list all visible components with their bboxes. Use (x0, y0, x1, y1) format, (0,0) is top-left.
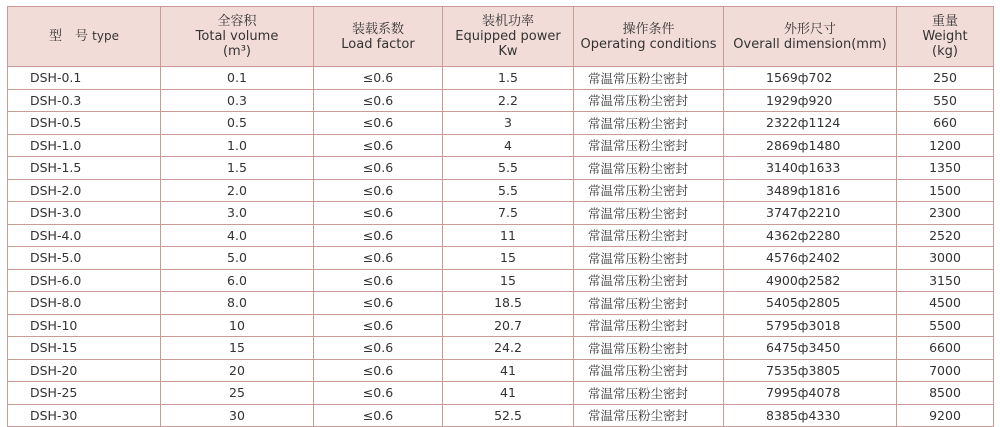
cell-volume: 3.0 (161, 202, 314, 225)
cell-load: ≤0.6 (314, 157, 443, 180)
cell-load: ≤0.6 (314, 337, 443, 360)
cell-weight: 1350 (897, 157, 994, 180)
cell-dimension: 1929ф920 (724, 89, 897, 112)
table-row (8, 292, 994, 315)
cell-power: 5.5 (443, 157, 574, 180)
cell-condition: 常温常压粉尘密封 (574, 382, 724, 405)
header-weight-unit: (kg) (932, 44, 958, 59)
cell-load: ≤0.6 (314, 67, 443, 90)
cell-dimension: 5405ф2805 (724, 292, 897, 315)
header-condition-cn: 操作条件 (622, 21, 675, 37)
cell-condition: 常温常压粉尘密封 (574, 292, 724, 315)
cell-power: 5.5 (443, 179, 574, 202)
header-volume-en: Total volume (195, 29, 279, 44)
cell-volume: 6.0 (161, 269, 314, 292)
table-row (8, 134, 994, 157)
table-row (8, 224, 994, 247)
cell-model: DSH-30 (8, 404, 161, 427)
cell-condition: 常温常压粉尘密封 (574, 247, 724, 270)
cell-weight: 1200 (897, 134, 994, 157)
cell-power: 3 (443, 112, 574, 135)
cell-condition: 常温常压粉尘密封 (574, 112, 724, 135)
cell-power: 41 (443, 382, 574, 405)
cell-weight: 6600 (897, 337, 994, 360)
cell-volume: 15 (161, 337, 314, 360)
cell-condition: 常温常压粉尘密封 (574, 89, 724, 112)
cell-load: ≤0.6 (314, 134, 443, 157)
header-load (314, 7, 443, 67)
cell-model: DSH-4.0 (8, 224, 161, 247)
cell-weight: 7000 (897, 359, 994, 382)
cell-model: DSH-8.0 (8, 292, 161, 315)
cell-dimension: 6475ф3450 (724, 337, 897, 360)
table-row (8, 247, 994, 270)
cell-power: 41 (443, 359, 574, 382)
cell-volume: 0.5 (161, 112, 314, 135)
cell-power: 52.5 (443, 404, 574, 427)
cell-volume: 0.1 (161, 67, 314, 90)
header-dimension-en: Overall dimension(mm) (733, 36, 887, 52)
cell-condition: 常温常压粉尘密封 (574, 359, 724, 382)
header-load-en: Load factor (341, 36, 415, 52)
cell-power: 4 (443, 134, 574, 157)
cell-power: 20.7 (443, 314, 574, 337)
cell-weight: 4500 (897, 292, 994, 315)
cell-model: DSH-0.1 (8, 67, 161, 90)
cell-power: 15 (443, 269, 574, 292)
cell-load: ≤0.6 (314, 224, 443, 247)
cell-model: DSH-6.0 (8, 269, 161, 292)
cell-condition: 常温常压粉尘密封 (574, 202, 724, 225)
cell-load: ≤0.6 (314, 202, 443, 225)
cell-model: DSH-20 (8, 359, 161, 382)
cell-model: DSH-1.0 (8, 134, 161, 157)
cell-condition: 常温常压粉尘密封 (574, 337, 724, 360)
cell-load: ≤0.6 (314, 179, 443, 202)
cell-load: ≤0.6 (314, 359, 443, 382)
cell-condition: 常温常压粉尘密封 (574, 224, 724, 247)
cell-condition: 常温常压粉尘密封 (574, 67, 724, 90)
cell-dimension: 2322ф1124 (724, 112, 897, 135)
cell-load: ≤0.6 (314, 314, 443, 337)
cell-dimension: 3489ф1816 (724, 179, 897, 202)
cell-weight: 3000 (897, 247, 994, 270)
cell-volume: 8.0 (161, 292, 314, 315)
header-condition-en: Operating conditions (580, 36, 717, 52)
cell-model: DSH-1.5 (8, 157, 161, 180)
header-model (8, 7, 161, 67)
spec-table (7, 6, 994, 427)
cell-power: 2.2 (443, 89, 574, 112)
cell-dimension: 4362ф2280 (724, 224, 897, 247)
header-weight (897, 7, 994, 67)
header-weight-en: Weight (922, 29, 968, 44)
cell-power: 7.5 (443, 202, 574, 225)
cell-load: ≤0.6 (314, 292, 443, 315)
cell-power: 11 (443, 224, 574, 247)
cell-model: DSH-25 (8, 382, 161, 405)
table-row (8, 112, 994, 135)
spec-table-container (7, 6, 993, 427)
table-body (8, 67, 994, 427)
cell-weight: 8500 (897, 382, 994, 405)
cell-volume: 10 (161, 314, 314, 337)
header-dimension-cn: 外形尺寸 (783, 21, 836, 37)
cell-volume: 2.0 (161, 179, 314, 202)
cell-dimension: 3747ф2210 (724, 202, 897, 225)
cell-dimension: 8385ф4330 (724, 404, 897, 427)
cell-load: ≤0.6 (314, 382, 443, 405)
table-row (8, 314, 994, 337)
cell-dimension: 4900ф2582 (724, 269, 897, 292)
header-model-en: type (92, 29, 119, 43)
header-power-unit: Kw (498, 44, 518, 59)
cell-model: DSH-15 (8, 337, 161, 360)
cell-power: 24.2 (443, 337, 574, 360)
header-volume-unit: (m³) (222, 44, 252, 59)
cell-dimension: 5795ф3018 (724, 314, 897, 337)
table-row (8, 157, 994, 180)
cell-load: ≤0.6 (314, 247, 443, 270)
cell-model: DSH-2.0 (8, 179, 161, 202)
cell-volume: 30 (161, 404, 314, 427)
cell-weight: 2300 (897, 202, 994, 225)
cell-volume: 4.0 (161, 224, 314, 247)
cell-power: 18.5 (443, 292, 574, 315)
header-dimension (724, 7, 897, 67)
cell-model: DSH-5.0 (8, 247, 161, 270)
cell-load: ≤0.6 (314, 89, 443, 112)
cell-condition: 常温常压粉尘密封 (574, 134, 724, 157)
cell-model: DSH-0.3 (8, 89, 161, 112)
cell-weight: 660 (897, 112, 994, 135)
table-row (8, 359, 994, 382)
cell-load: ≤0.6 (314, 404, 443, 427)
header-condition (574, 7, 724, 67)
table-row (8, 202, 994, 225)
table-row (8, 179, 994, 202)
cell-dimension: 2869ф1480 (724, 134, 897, 157)
cell-power: 1.5 (443, 67, 574, 90)
header-power-en: Equipped power (455, 29, 561, 44)
cell-dimension: 7535ф3805 (724, 359, 897, 382)
header-volume-cn: 全容积 (217, 14, 257, 29)
cell-dimension: 4576ф2402 (724, 247, 897, 270)
header-row (8, 7, 994, 67)
cell-volume: 1.0 (161, 134, 314, 157)
header-load-cn: 装载系数 (351, 21, 404, 37)
cell-model: DSH-0.5 (8, 112, 161, 135)
cell-condition: 常温常压粉尘密封 (574, 404, 724, 427)
cell-weight: 3150 (897, 269, 994, 292)
cell-load: ≤0.6 (314, 269, 443, 292)
cell-weight: 2520 (897, 224, 994, 247)
cell-volume: 1.5 (161, 157, 314, 180)
table-row (8, 89, 994, 112)
cell-volume: 5.0 (161, 247, 314, 270)
cell-model: DSH-3.0 (8, 202, 161, 225)
table-row (8, 269, 994, 292)
table-row (8, 67, 994, 90)
cell-dimension: 7995ф4078 (724, 382, 897, 405)
header-power-cn: 装机功率 (481, 14, 534, 29)
table-row (8, 337, 994, 360)
cell-weight: 250 (897, 67, 994, 90)
cell-dimension: 3140ф1633 (724, 157, 897, 180)
cell-model: DSH-10 (8, 314, 161, 337)
cell-condition: 常温常压粉尘密封 (574, 157, 724, 180)
cell-power: 15 (443, 247, 574, 270)
table-row (8, 404, 994, 427)
header-volume (161, 7, 314, 67)
header-power (443, 7, 574, 67)
cell-weight: 9200 (897, 404, 994, 427)
cell-volume: 20 (161, 359, 314, 382)
table-row (8, 382, 994, 405)
cell-load: ≤0.6 (314, 112, 443, 135)
header-model-cn: 型 号 (49, 29, 89, 44)
cell-volume: 0.3 (161, 89, 314, 112)
cell-condition: 常温常压粉尘密封 (574, 269, 724, 292)
cell-condition: 常温常压粉尘密封 (574, 179, 724, 202)
cell-volume: 25 (161, 382, 314, 405)
cell-weight: 5500 (897, 314, 994, 337)
cell-dimension: 1569ф702 (724, 67, 897, 90)
cell-weight: 550 (897, 89, 994, 112)
cell-weight: 1500 (897, 179, 994, 202)
cell-condition: 常温常压粉尘密封 (574, 314, 724, 337)
header-weight-cn: 重量 (931, 14, 958, 29)
